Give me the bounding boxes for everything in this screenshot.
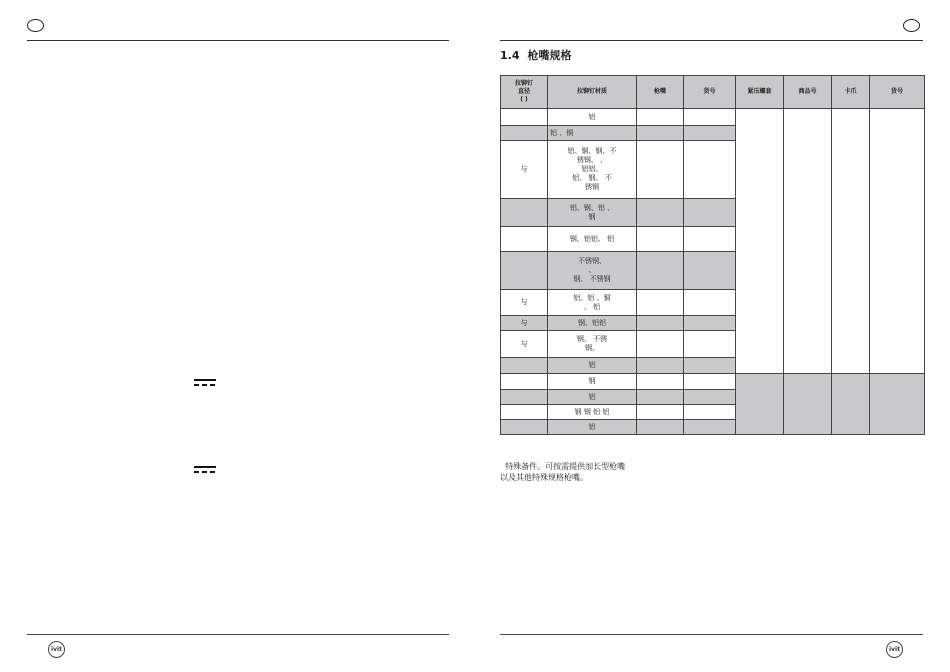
material-cell: 钢 钢 铝 铝 bbox=[548, 405, 637, 420]
header-rule bbox=[27, 40, 449, 41]
material-cell: 铝、铜、钢、不 锈钢、 、 铝铝、 铝、 钢、 不 锈钢 bbox=[548, 141, 637, 199]
material-cell: 铝 、铜 bbox=[548, 126, 637, 141]
nozzle-cell bbox=[637, 141, 684, 199]
material-cell: 钢 bbox=[548, 374, 637, 390]
diameter-cell bbox=[501, 374, 548, 390]
jaw-cell bbox=[832, 374, 870, 435]
product-number-cell bbox=[784, 109, 832, 374]
diameter-cell: 与 bbox=[501, 316, 548, 331]
nozzle-spec-table bbox=[500, 75, 925, 435]
diameter-cell bbox=[501, 199, 548, 227]
diameter-cell: 与 bbox=[501, 331, 548, 358]
header-part-number-2: 货号 bbox=[870, 76, 925, 109]
table-header-row bbox=[501, 76, 925, 109]
part-number-cell bbox=[684, 390, 736, 405]
header-pressure-sleeve: 紧压螺套 bbox=[736, 76, 784, 109]
section-heading bbox=[500, 47, 572, 63]
footnote-line: 以及其他特殊规格枪嘴。 bbox=[500, 473, 588, 482]
nozzle-cell bbox=[637, 316, 684, 331]
diameter-cell bbox=[501, 420, 548, 435]
footer-rule bbox=[500, 634, 923, 635]
right-page bbox=[480, 0, 950, 672]
nozzle-cell bbox=[637, 126, 684, 141]
header-rule bbox=[500, 40, 923, 41]
nozzle-cell bbox=[637, 199, 684, 227]
nozzle-cell bbox=[637, 109, 684, 126]
footnote bbox=[500, 461, 720, 483]
brand-logo: ivit bbox=[48, 641, 65, 658]
nozzle-cell bbox=[637, 420, 684, 435]
part-number-cell bbox=[684, 374, 736, 390]
part-number-cell bbox=[684, 316, 736, 331]
part-number-cell bbox=[684, 331, 736, 358]
header-rivet-material: 拉铆钉材质 bbox=[548, 76, 637, 109]
pressure-sleeve-cell bbox=[736, 374, 784, 435]
material-cell: 铝 bbox=[548, 109, 637, 126]
part-number-cell bbox=[684, 227, 736, 252]
material-cell: 铝 bbox=[548, 358, 637, 374]
brand-logo: ivit bbox=[886, 641, 903, 658]
diameter-cell bbox=[501, 126, 548, 141]
part-number-cell bbox=[684, 405, 736, 420]
material-cell: 铝 bbox=[548, 390, 637, 405]
dc-current-icon bbox=[194, 466, 216, 473]
part-number-cell bbox=[684, 126, 736, 141]
nozzle-cell bbox=[637, 374, 684, 390]
part-number-cell bbox=[684, 290, 736, 316]
dc-current-icon bbox=[194, 379, 216, 386]
material-cell: 钢、铝铝 bbox=[548, 316, 637, 331]
material-cell: 钢、 不锈 钢、 bbox=[548, 331, 637, 358]
part-number-cell bbox=[684, 358, 736, 374]
nozzle-cell bbox=[637, 390, 684, 405]
footer-rule bbox=[27, 634, 449, 635]
left-page bbox=[0, 0, 470, 672]
binding-hole-icon bbox=[903, 19, 920, 32]
nozzle-cell bbox=[637, 290, 684, 316]
pressure-sleeve-cell bbox=[736, 109, 784, 374]
part-number-cell bbox=[684, 199, 736, 227]
product-number-cell bbox=[784, 374, 832, 435]
diameter-cell: 与 bbox=[501, 141, 548, 199]
diameter-cell bbox=[501, 405, 548, 420]
part-number-2-cell bbox=[870, 109, 925, 374]
material-cell: 不锈钢、 、 钢、 不锈钢 bbox=[548, 252, 637, 290]
nozzle-cell bbox=[637, 358, 684, 374]
part-number-cell bbox=[684, 420, 736, 435]
part-number-2-cell bbox=[870, 374, 925, 435]
table-row bbox=[501, 109, 925, 126]
nozzle-cell bbox=[637, 227, 684, 252]
part-number-cell bbox=[684, 109, 736, 126]
header-jaw: 卡爪 bbox=[832, 76, 870, 109]
diameter-cell bbox=[501, 390, 548, 405]
part-number-cell bbox=[684, 141, 736, 199]
diameter-cell bbox=[501, 358, 548, 374]
binding-hole-icon bbox=[27, 19, 44, 32]
diameter-cell bbox=[501, 252, 548, 290]
diameter-cell bbox=[501, 109, 548, 126]
section-number: 1.4 bbox=[500, 49, 520, 62]
table-row bbox=[501, 374, 925, 390]
nozzle-cell bbox=[637, 331, 684, 358]
material-cell: 铝、钢、铝 、 钢 bbox=[548, 199, 637, 227]
section-title: 枪嘴规格 bbox=[527, 49, 572, 62]
jaw-cell bbox=[832, 109, 870, 374]
material-cell: 铝 bbox=[548, 420, 637, 435]
diameter-cell bbox=[501, 227, 548, 252]
diameter-cell: 与 bbox=[501, 290, 548, 316]
header-rivet-diameter: 拉铆钉 直径 ( ) bbox=[501, 76, 548, 109]
part-number-cell bbox=[684, 252, 736, 290]
nozzle-cell bbox=[637, 405, 684, 420]
material-cell: 铝、铝 、铜 、 铝 bbox=[548, 290, 637, 316]
material-cell: 钢、铝铝、 铝 bbox=[548, 227, 637, 252]
header-product-number: 商品号 bbox=[784, 76, 832, 109]
header-part-number: 货号 bbox=[684, 76, 736, 109]
nozzle-cell bbox=[637, 252, 684, 290]
footnote-line: 特殊备件。可按需提供加长型枪嘴 bbox=[500, 462, 626, 471]
header-nozzle: 枪嘴 bbox=[637, 76, 684, 109]
